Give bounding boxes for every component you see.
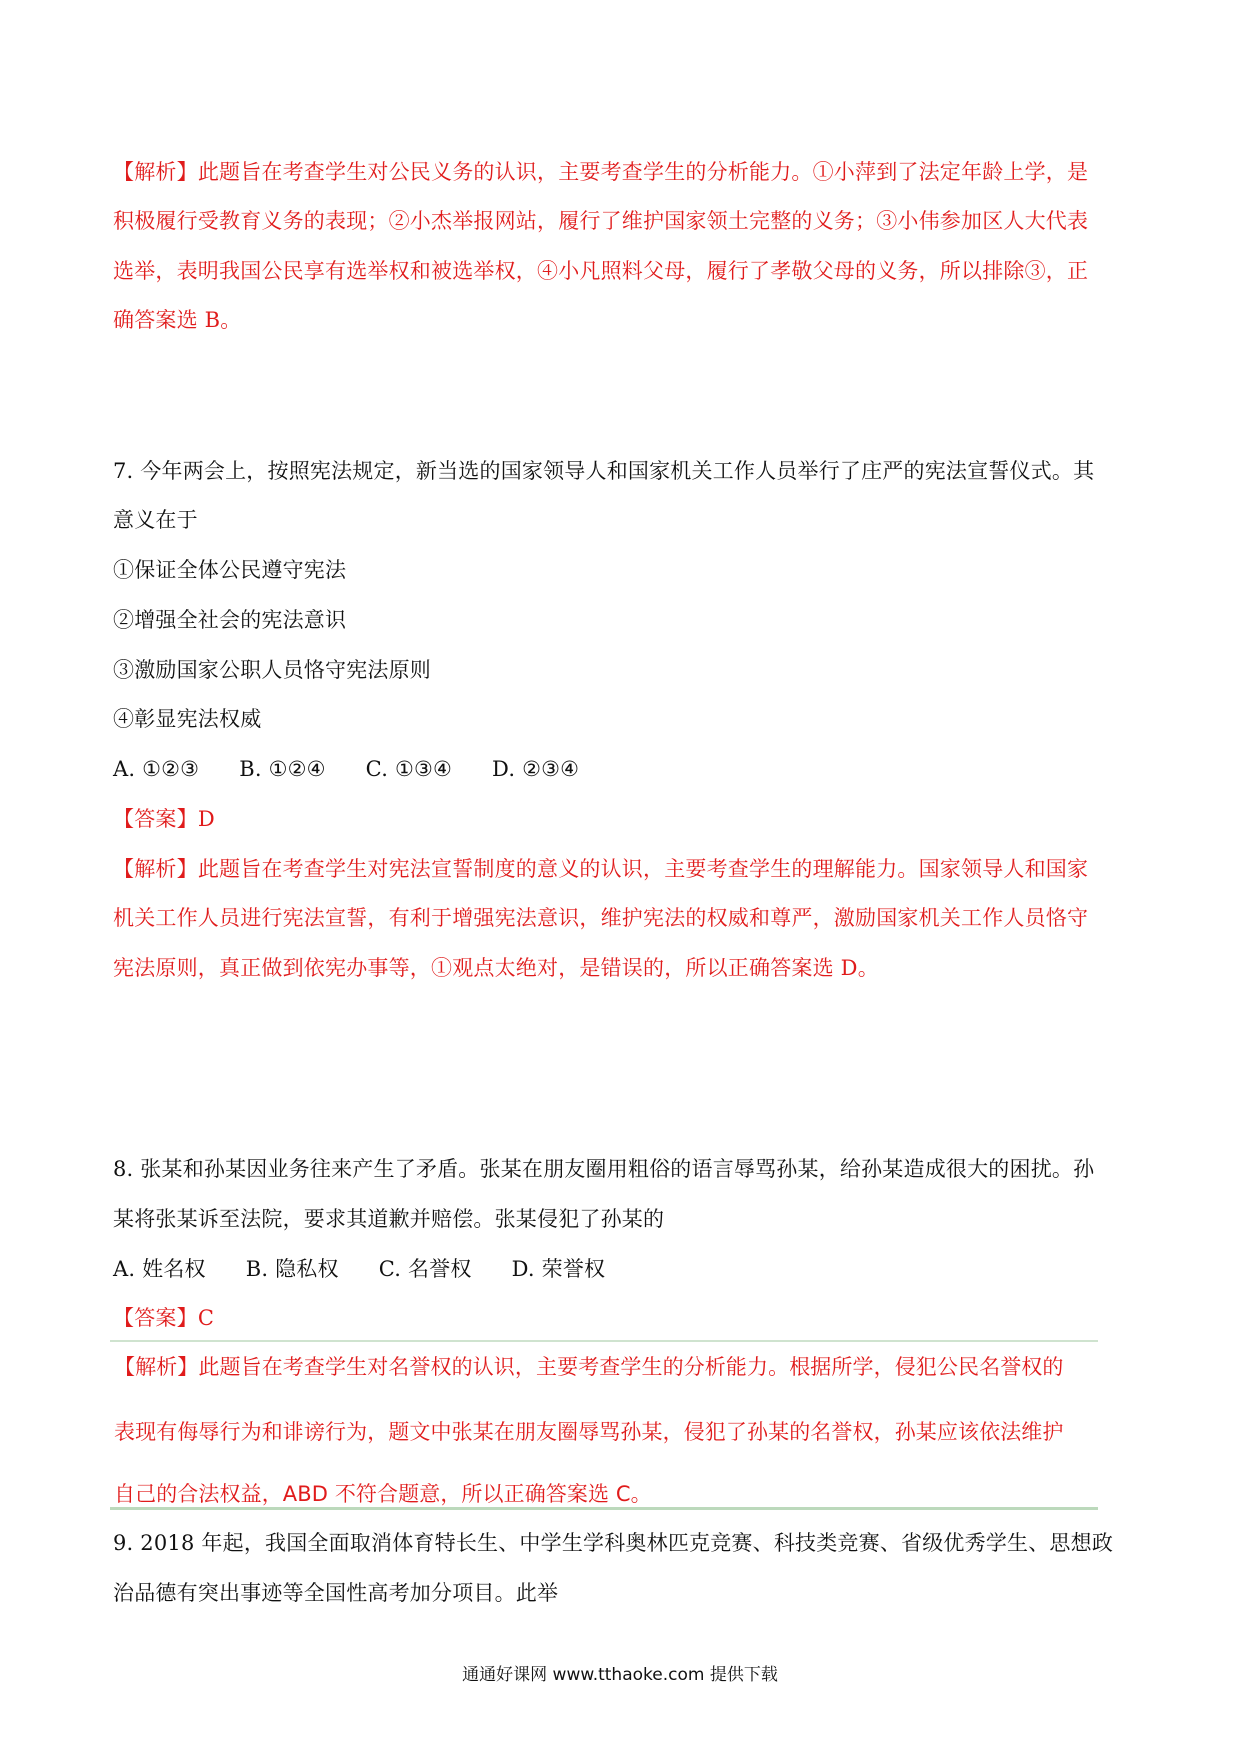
q7-stem-line-2: 意义在于 [113,508,198,532]
q7-stem-line-1: 7. 今年两会上，按照宪法规定，新当选的国家领导人和国家机关工作人员举行了庄严的宪法宣誓仪式。其 [113,459,1095,483]
q7-analysis-text-1: 此题旨在考查学生对宪法宣誓制度的意义的认识，主要考查学生的理解能力。国家领导人和国家 [197,857,1089,881]
q8-option-a: A. 姓名权 [113,1257,206,1281]
q7-analysis-line-1 [113,854,1088,884]
q8-stem-line-1: 8. 张某和孙某因业务往来产生了矛盾。张某在朋友圈用粗俗的语言辱骂孙某，给孙某造成很大的困扰。孙 [113,1157,1095,1181]
q8-answer-value: C [197,1306,215,1330]
q7-options [113,754,619,784]
q6-analysis-text-1: 此题旨在考查学生对公民义务的认识，主要考查学生的分析能力。①小萍到了法定年龄上学，是 [197,160,1089,184]
q6-analysis-line-3: 选举，表明我国公民享有选举权和被选举权，④小凡照料父母，履行了孝敬父母的义务，所以排除③，正 [113,259,1089,283]
q6-analysis-tag: 【解析】 [113,160,198,184]
q8-options [113,1254,645,1284]
q7-analysis-line-2: 机关工作人员进行宪法宣誓，有利于增强宪法意识，维护宪法的权威和尊严，激励国家机关工作人员恪守 [113,906,1089,930]
q8-answer-tag: 【答案】 [113,1306,198,1330]
q7-analysis-tag: 【解析】 [113,857,198,881]
q7-item-4: ④彰显宪法权威 [113,707,262,731]
q7-answer [113,804,215,834]
q7-answer-tag: 【答案】 [113,807,198,831]
q8-option-c: C. 名誉权 [378,1257,472,1281]
q6-analysis-line-1 [113,157,1088,187]
q7-item-1: ①保证全体公民遵守宪法 [113,558,347,582]
q7-option-b: B. ①②④ [239,757,326,781]
q6-analysis-line-4: 确答案选 B。 [113,308,242,332]
page-footer: 通通好课网 www.tthaoke.com 提供下载 [462,1665,778,1685]
q7-option-a: A. ①②③ [113,757,200,781]
q8-answer [113,1303,214,1333]
q8-analysis-image-block [110,1340,1098,1510]
q8-analysis-line-3: 自己的合法权益，ABD 不符合题意，所以正确答案选 C。 [114,1482,652,1506]
q7-answer-value: D [197,807,215,831]
q8-analysis-line-1: 【解析】此题旨在考查学生对名誉权的认识，主要考查学生的分析能力。根据所学，侵犯公民名誉权的 [114,1355,1064,1379]
q8-stem-line-2: 某将张某诉至法院，要求其道歉并赔偿。张某侵犯了孙某的 [113,1207,665,1231]
q8-option-b: B. 隐私权 [245,1257,339,1281]
q7-analysis-line-3: 宪法原则，真正做到依宪办事等，①观点太绝对，是错误的，所以正确答案选 D。 [113,956,879,980]
q7-item-3: ③激励国家公职人员恪守宪法原则 [113,658,431,682]
q7-item-2: ②增强全社会的宪法意识 [113,608,347,632]
q8-analysis-line-2: 表现有侮辱行为和诽谤行为，题文中张某在朋友圈辱骂孙某，侵犯了孙某的名誉权，孙某应该依法维护 [114,1420,1064,1444]
q8-option-d: D. 荣誉权 [511,1257,606,1281]
q7-option-c: C. ①③④ [365,757,453,781]
q9-stem-line-1: 9. 2018 年起，我国全面取消体育特长生、中学生学科奥林匹克竞赛、科技类竞赛、省级优秀学生、思想政 [113,1531,1114,1555]
q7-option-d: D. ②③④ [492,757,580,781]
q6-analysis-line-2: 积极履行受教育义务的表现；②小杰举报网站，履行了维护国家领土完整的义务；③小伟参加区人大代表 [113,209,1089,233]
q9-stem-line-2: 治品德有突出事迹等全国性高考加分项目。此举 [113,1581,559,1605]
